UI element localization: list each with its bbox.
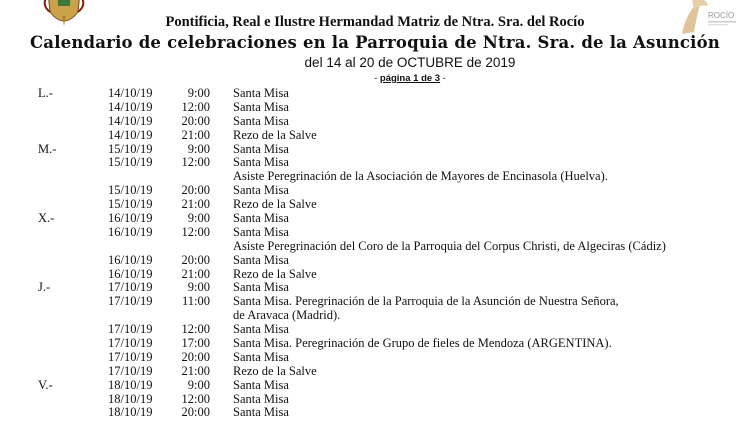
date-cell: 16/10/19 [108,211,153,226]
description-cell: Asiste Peregrinación de la Asociación de Mayores de Encinasola (Huelva). [233,169,608,184]
schedule-row [0,86,750,100]
description-cell: Rezo de la Salve [233,363,317,378]
time-cell: 21:00 [181,363,210,378]
description-cell: Santa Misa. Peregrinación de la Parroquia de la Asunción de Nuestra Señora, [233,294,619,309]
schedule-row [0,142,750,156]
time-cell: 9:00 [187,86,210,100]
schedule-row [0,392,750,406]
description-cell: Santa Misa. Peregrinación de Grupo de fieles de Mendoza (ARGENTINA). [233,336,612,351]
schedule-row [0,405,750,419]
day-label: M.- [38,141,57,156]
date-cell: 17/10/19 [108,363,153,378]
schedule-row [0,294,750,308]
description-cell: Santa Misa [233,86,289,100]
schedule-row [0,322,750,336]
schedule-row [0,280,750,294]
schedule-list [0,86,750,419]
description-cell: de Aravaca (Madrid). [233,308,341,323]
page-title: Calendario de celebraciones en la Parroquia de Ntra. Sra. de la Asunción [29,33,721,52]
description-cell: Santa Misa [233,252,289,267]
page-suffix: - [440,73,446,84]
time-cell: 12:00 [181,224,210,239]
time-cell: 20:00 [181,252,210,267]
time-cell: 9:00 [187,211,210,226]
description-cell: Rezo de la Salve [233,127,317,142]
description-cell: Santa Misa [233,405,289,420]
date-cell: 17/10/19 [108,322,153,337]
schedule-row [0,100,750,114]
schedule-row [0,197,750,211]
description-cell: Santa Misa [233,99,289,114]
schedule-row [0,183,750,197]
time-cell: 12:00 [181,155,210,170]
schedule-row [0,253,750,267]
schedule-row [0,239,750,253]
date-cell: 17/10/19 [108,349,153,364]
date-cell: 14/10/19 [108,127,153,142]
date-cell: 17/10/19 [108,336,153,351]
date-cell: 18/10/19 [108,391,153,406]
date-cell: 14/10/19 [108,86,153,100]
date-cell: 14/10/19 [108,113,153,128]
page-prefix: - [374,73,380,84]
time-cell: 20:00 [181,183,210,198]
date-cell: 18/10/19 [108,377,153,392]
date-cell: 15/10/19 [108,155,153,170]
description-cell: Santa Misa [233,322,289,337]
description-cell: Santa Misa [233,391,289,406]
date-cell: 18/10/19 [108,405,153,420]
time-cell: 21:00 [181,266,210,281]
time-cell: 20:00 [181,405,210,420]
time-cell: 20:00 [181,113,210,128]
date-cell: 16/10/19 [108,266,153,281]
description-cell: Asiste Peregrinación del Coro de la Parroquia del Corpus Christi, de Algeciras (Cádiz) [233,238,666,253]
schedule-row [0,267,750,281]
date-cell: 16/10/19 [108,252,153,267]
description-cell: Rezo de la Salve [233,266,317,281]
description-cell: Santa Misa [233,141,289,156]
description-cell: Santa Misa [233,113,289,128]
day-label: X.- [38,211,55,226]
time-cell: 12:00 [181,322,210,337]
schedule-row [0,336,750,350]
schedule-row [0,225,750,239]
date-cell: 17/10/19 [108,280,153,295]
date-range: del 14 al 20 de OCTUBRE de 2019 [304,55,516,70]
time-cell: 17:00 [181,336,210,351]
page-number-label: página 1 de 3 [379,73,441,84]
time-cell: 21:00 [181,127,210,142]
day-label: V.- [38,377,53,392]
schedule-row [0,114,750,128]
description-cell: Santa Misa [233,377,289,392]
time-cell: 12:00 [181,99,210,114]
description-cell: Santa Misa [233,224,289,239]
description-cell: Santa Misa [233,155,289,170]
schedule-row [0,211,750,225]
schedule-row [0,128,750,142]
time-cell: 9:00 [187,141,210,156]
svg-text:ROCÍO: ROCÍO [708,11,735,20]
time-cell: 12:00 [181,391,210,406]
time-cell: 21:00 [181,197,210,212]
time-cell: 9:00 [187,280,210,295]
schedule-row [0,350,750,364]
description-cell: Santa Misa [233,349,289,364]
schedule-row [0,308,750,322]
time-cell: 20:00 [181,349,210,364]
date-cell: 14/10/19 [108,99,153,114]
description-cell: Santa Misa [233,211,289,226]
schedule-row [0,169,750,183]
page-indicator [0,73,750,84]
description-cell: Santa Misa [233,183,289,198]
brotherhood-title: Pontificia, Real e Ilustre Hermandad Matriz de Ntra. Sra. del Rocío [165,14,585,30]
schedule-row [0,378,750,392]
date-cell: 15/10/19 [108,183,153,198]
description-cell: Santa Misa [233,280,289,295]
time-cell: 9:00 [187,377,210,392]
day-label: L.- [38,86,53,100]
date-cell: 16/10/19 [108,224,153,239]
date-cell: 15/10/19 [108,141,153,156]
day-label: J.- [38,280,51,295]
date-cell: 15/10/19 [108,197,153,212]
description-cell: Rezo de la Salve [233,197,317,212]
time-cell: 11:00 [181,294,210,309]
date-cell: 17/10/19 [108,294,153,309]
schedule-row [0,155,750,169]
schedule-row [0,364,750,378]
